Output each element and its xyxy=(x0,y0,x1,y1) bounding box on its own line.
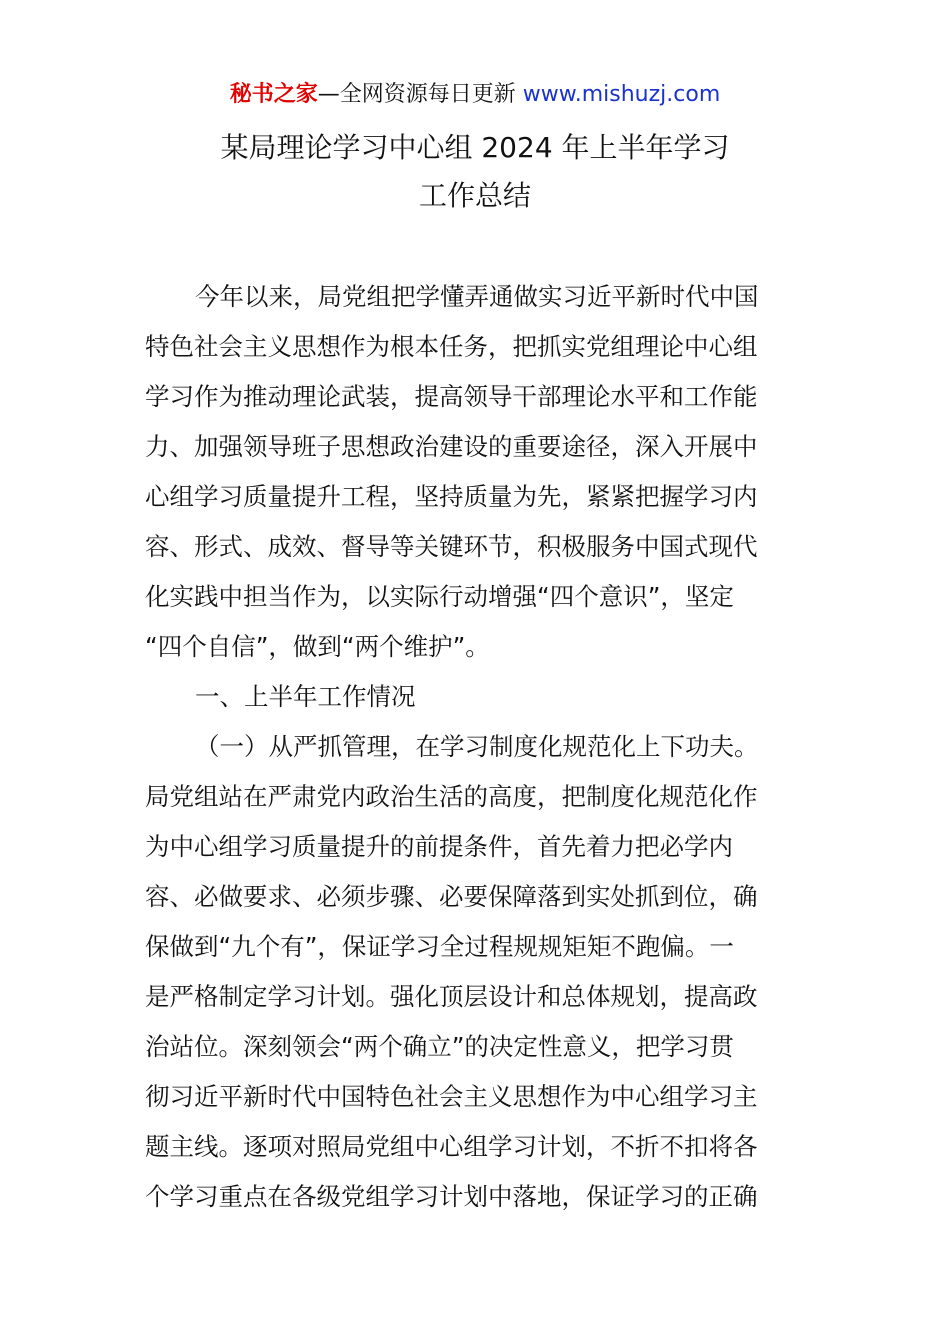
section-heading: 一、上半年工作情况 xyxy=(195,682,416,711)
subsection-heading: （一）从严抓管理，在学习制度化规范化上下功夫。 xyxy=(195,732,759,761)
paragraph-line: 为中心组学习质量提升的前提条件，首先着力把必学内 xyxy=(145,832,733,861)
site-url-link[interactable]: www.mishuzj.com xyxy=(522,82,721,107)
paragraph-line: 容、必做要求、必须步骤、必要保障落到实处抓到位，确 xyxy=(145,882,758,911)
paragraph-line: 力、加强领导班子思想政治建设的重要途径，深入开展中 xyxy=(145,432,758,461)
paragraph-line: 容、形式、成效、督导等关键环节，积极服务中国式现代 xyxy=(145,532,758,561)
header-tagline: —全网资源每日更新 xyxy=(317,82,523,107)
site-header xyxy=(0,80,950,110)
document-title-line-2: 工作总结 xyxy=(418,179,531,212)
paragraph-line: 局党组站在严肃党内政治生活的高度，把制度化规范化作 xyxy=(145,782,758,811)
document-title-line-1: 某局理论学习中心组 2024 年上半年学习 xyxy=(220,131,730,164)
paragraph-line: 治站位。深刻领会“两个确立”的决定性意义，把学习贯 xyxy=(145,1032,734,1061)
brand-name: 秘书之家 xyxy=(229,82,318,107)
paragraph-line: 彻习近平新时代中国特色社会主义思想作为中心组学习主 xyxy=(145,1082,758,1111)
paragraph-line: 个学习重点在各级党组学习计划中落地，保证学习的正确 xyxy=(145,1182,758,1211)
paragraph-line: 学习作为推动理论武装，提高领导干部理论水平和工作能 xyxy=(145,382,758,411)
paragraph-line: 是严格制定学习计划。强化顶层设计和总体规划，提高政 xyxy=(145,982,758,1011)
paragraph-line: “四个自信”，做到“两个维护”。 xyxy=(145,632,490,661)
document-body xyxy=(145,272,810,1222)
paragraph-line: 今年以来，局党组把学懂弄通做实习近平新时代中国 xyxy=(195,282,759,311)
paragraph-line: 特色社会主义思想作为根本任务，把抓实党组理论中心组 xyxy=(145,332,758,361)
paragraph-line: 题主线。逐项对照局党组中心组学习计划，不折不扣将各 xyxy=(145,1132,758,1161)
paragraph-line: 心组学习质量提升工程，坚持质量为先，紧紧把握学习内 xyxy=(145,482,758,511)
paragraph-line: 化实践中担当作为，以实际行动增强“四个意识”，坚定 xyxy=(145,582,734,611)
paragraph-line: 保做到“九个有”，保证学习全过程规规矩矩不跑偏。一 xyxy=(145,932,734,961)
